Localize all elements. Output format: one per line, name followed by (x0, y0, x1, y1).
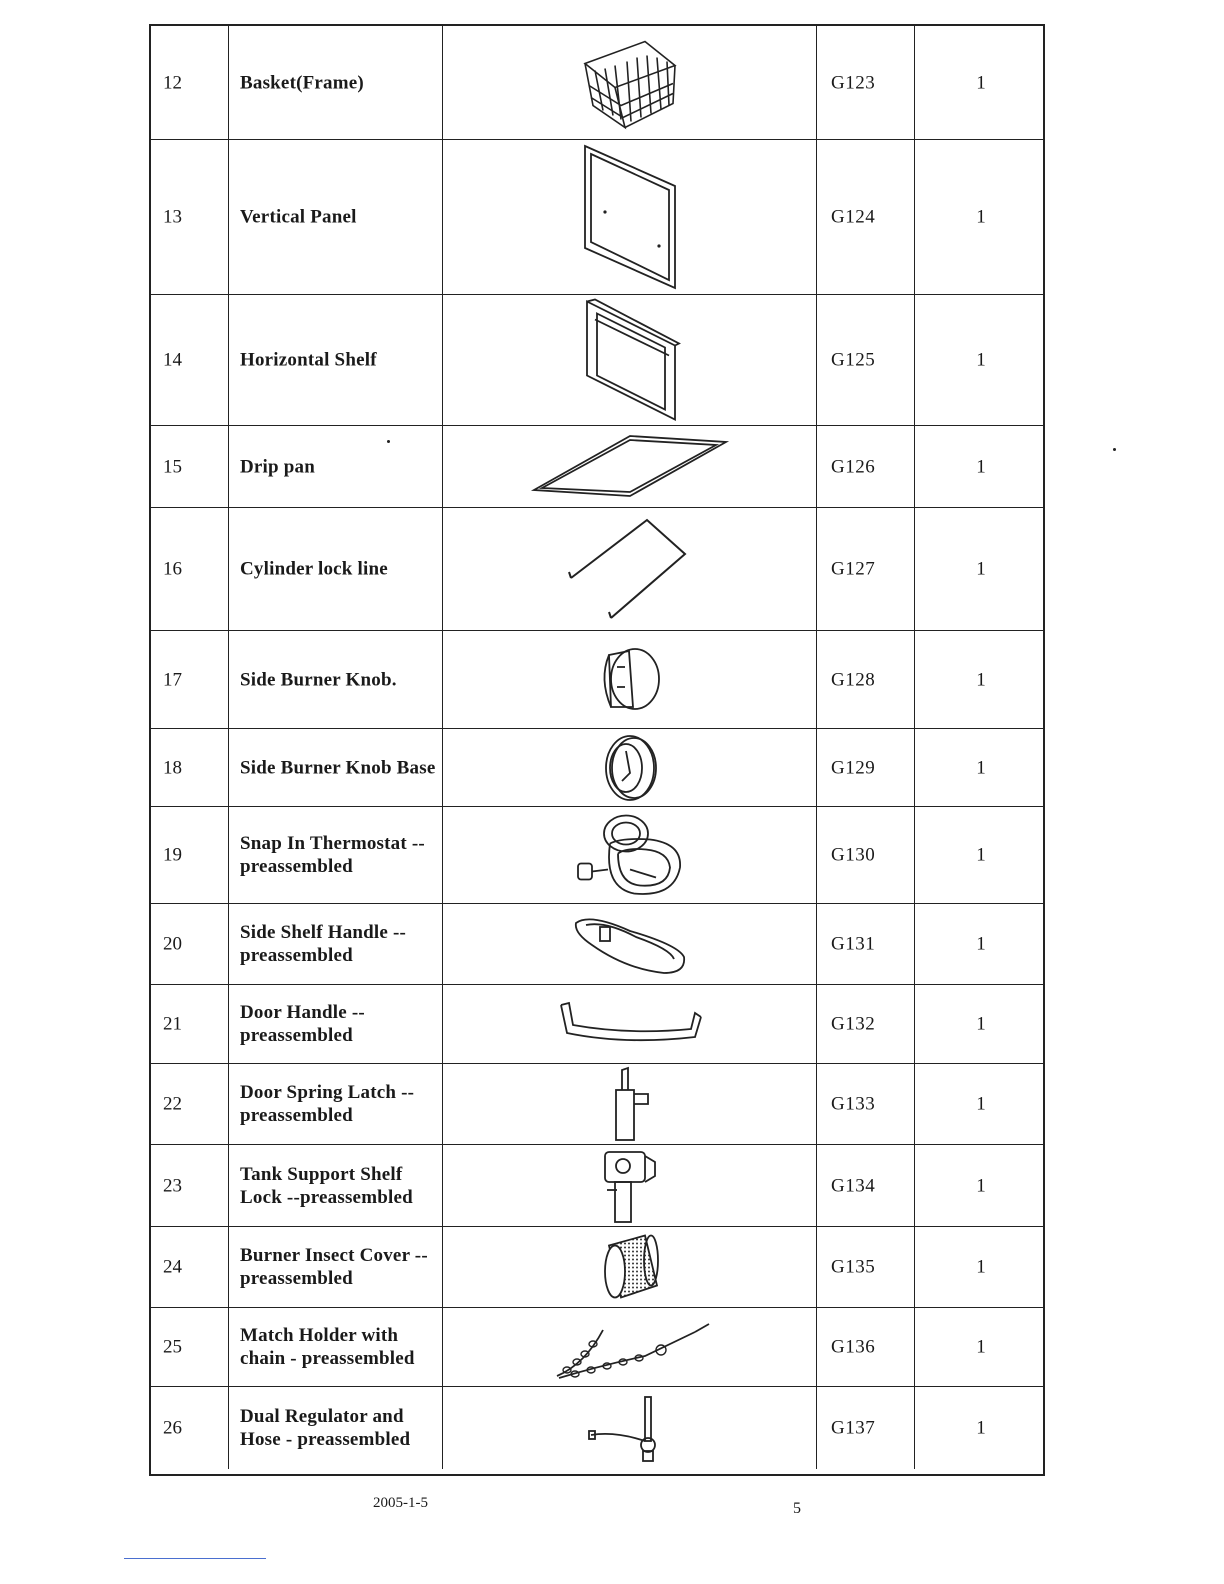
table-row (151, 807, 1043, 904)
table-row (151, 1227, 1043, 1308)
part-code-cell (817, 1064, 915, 1144)
part-name: Tank Support Shelf Lock --preassembled (240, 1163, 413, 1208)
table-row (151, 26, 1043, 140)
part-quantity-cell (915, 1064, 1047, 1144)
item-number: 12 (163, 72, 182, 93)
scan-speck (387, 440, 390, 443)
item-number: 22 (163, 1093, 182, 1115)
table-row (151, 1145, 1043, 1227)
part-name: Match Holder with chain - preassembled (240, 1325, 415, 1369)
table-row (151, 904, 1043, 985)
part-name-cell (229, 807, 443, 903)
part-quantity-cell (915, 807, 1047, 903)
item-number: 19 (163, 844, 182, 866)
part-quantity-cell (915, 985, 1047, 1063)
item-number: 25 (163, 1336, 182, 1358)
footer-date: 2005-1-5 (373, 1495, 428, 1511)
table-row (151, 985, 1043, 1064)
part-quantity: 1 (976, 1175, 986, 1196)
part-quantity: 1 (976, 669, 986, 690)
part-code-cell (817, 1308, 915, 1386)
item-number: 13 (163, 206, 182, 228)
table-row (151, 631, 1043, 729)
part-quantity: 1 (976, 1256, 986, 1278)
part-quantity: 1 (976, 206, 986, 228)
part-quantity: 1 (976, 757, 986, 778)
part-quantity-cell (915, 631, 1047, 728)
part-quantity: 1 (976, 1336, 986, 1358)
part-name: Side Shelf Handle -- preassembled (240, 922, 407, 966)
part-image-cell (443, 426, 817, 507)
part-name-cell (229, 1387, 443, 1469)
part-image-cell (443, 1145, 817, 1226)
item-number-cell (151, 140, 229, 294)
part-code: G135 (831, 1256, 876, 1278)
item-number-cell (151, 1064, 229, 1144)
part-quantity-cell (915, 1387, 1047, 1469)
part-image-cell (443, 1387, 817, 1469)
part-quantity: 1 (976, 456, 986, 477)
part-quantity-cell (915, 1227, 1047, 1307)
part-code-cell (817, 1227, 915, 1307)
part-image-cell (443, 729, 817, 806)
item-number-cell (151, 904, 229, 984)
part-quantity-cell (915, 1308, 1047, 1386)
part-code: G123 (831, 72, 876, 93)
part-quantity: 1 (976, 1093, 986, 1115)
part-quantity-cell (915, 295, 1047, 425)
part-name-cell (229, 26, 443, 139)
part-code: G126 (831, 456, 876, 477)
item-number-cell (151, 1145, 229, 1226)
part-name-cell (229, 1064, 443, 1144)
part-code: G132 (831, 1013, 876, 1035)
item-number-cell (151, 1308, 229, 1386)
table-row (151, 1387, 1043, 1469)
part-quantity: 1 (976, 1417, 986, 1439)
part-image-cell (443, 26, 817, 139)
part-image-cell (443, 904, 817, 984)
part-image-cell (443, 508, 817, 630)
item-number-cell (151, 26, 229, 139)
table-row (151, 1064, 1043, 1145)
part-name: Cylinder lock line (240, 558, 388, 580)
part-name-cell (229, 985, 443, 1063)
part-quantity-cell (915, 508, 1047, 630)
item-number: 23 (163, 1175, 182, 1196)
part-code: G131 (831, 933, 876, 955)
part-name-cell (229, 1145, 443, 1226)
part-quantity: 1 (976, 933, 986, 955)
part-quantity-cell (915, 904, 1047, 984)
part-code: G137 (831, 1417, 876, 1439)
item-number: 20 (163, 933, 182, 955)
part-name-cell (229, 295, 443, 425)
part-code: G130 (831, 844, 876, 866)
part-name: Burner Insect Cover --preassembled (240, 1245, 428, 1289)
part-name: Drip pan (240, 456, 315, 477)
part-code: G133 (831, 1093, 876, 1115)
part-quantity: 1 (976, 1013, 986, 1035)
item-number-cell (151, 1227, 229, 1307)
page-number: 5 (793, 1500, 801, 1517)
part-name-cell (229, 729, 443, 806)
part-image-cell (443, 985, 817, 1063)
scan-speck (1113, 448, 1116, 451)
item-number: 24 (163, 1256, 182, 1278)
footer-rule (124, 1558, 266, 1559)
item-number: 16 (163, 558, 182, 580)
part-code: G134 (831, 1175, 876, 1196)
part-image-cell (443, 1227, 817, 1307)
part-name: Vertical Panel (240, 206, 357, 228)
part-name: Door Handle -- preassembled (240, 1002, 365, 1046)
item-number: 14 (163, 349, 182, 371)
table-row (151, 140, 1043, 295)
part-name-cell (229, 1308, 443, 1386)
part-code: G127 (831, 558, 876, 580)
part-name: Snap In Thermostat --preassembled (240, 833, 425, 877)
item-number-cell (151, 295, 229, 425)
item-number: 26 (163, 1417, 182, 1439)
table-row (151, 1308, 1043, 1387)
part-image-cell (443, 631, 817, 728)
item-number: 18 (163, 757, 182, 778)
part-name-cell (229, 426, 443, 507)
part-image-cell (443, 295, 817, 425)
part-quantity: 1 (976, 558, 986, 580)
item-number: 15 (163, 456, 182, 477)
item-number: 17 (163, 669, 182, 690)
part-code-cell (817, 26, 915, 139)
table-row (151, 295, 1043, 426)
item-number-cell (151, 508, 229, 630)
part-quantity-cell (915, 426, 1047, 507)
part-code-cell (817, 140, 915, 294)
part-name-cell (229, 1227, 443, 1307)
part-quantity-cell (915, 729, 1047, 806)
part-name-cell (229, 508, 443, 630)
part-name: Door Spring Latch --preassembled (240, 1082, 415, 1126)
table-row (151, 729, 1043, 807)
part-quantity: 1 (976, 72, 986, 93)
part-code: G136 (831, 1336, 876, 1358)
part-image-cell (443, 807, 817, 903)
part-code-cell (817, 508, 915, 630)
item-number-cell (151, 985, 229, 1063)
part-name: Dual Regulator and Hose - preassembled (240, 1406, 411, 1450)
item-number-cell (151, 631, 229, 728)
item-number-cell (151, 807, 229, 903)
part-code-cell (817, 426, 915, 507)
part-code-cell (817, 985, 915, 1063)
part-quantity-cell (915, 1145, 1047, 1226)
part-image-cell (443, 1308, 817, 1386)
part-name: Horizontal Shelf (240, 349, 377, 371)
part-image-cell (443, 140, 817, 294)
item-number-cell (151, 729, 229, 806)
part-name: Basket(Frame) (240, 72, 364, 93)
item-number: 21 (163, 1013, 182, 1035)
parts-table (149, 24, 1045, 1476)
part-code-cell (817, 1387, 915, 1469)
part-code-cell (817, 904, 915, 984)
part-code: G128 (831, 669, 876, 690)
table-row (151, 426, 1043, 508)
item-number-cell (151, 1387, 229, 1469)
part-code-cell (817, 807, 915, 903)
part-name: Side Burner Knob. (240, 669, 397, 690)
part-name-cell (229, 904, 443, 984)
part-image-cell (443, 1064, 817, 1144)
part-quantity: 1 (976, 844, 986, 866)
table-row (151, 508, 1043, 631)
item-number-cell (151, 426, 229, 507)
part-code-cell (817, 729, 915, 806)
part-quantity: 1 (976, 349, 986, 371)
part-code-cell (817, 1145, 915, 1226)
part-quantity-cell (915, 26, 1047, 139)
part-code: G124 (831, 206, 876, 228)
part-code: G129 (831, 757, 876, 778)
part-name-cell (229, 631, 443, 728)
part-quantity-cell (915, 140, 1047, 294)
part-code-cell (817, 295, 915, 425)
part-code-cell (817, 631, 915, 728)
part-name-cell (229, 140, 443, 294)
part-code: G125 (831, 349, 876, 371)
part-name: Side Burner Knob Base (240, 757, 436, 778)
